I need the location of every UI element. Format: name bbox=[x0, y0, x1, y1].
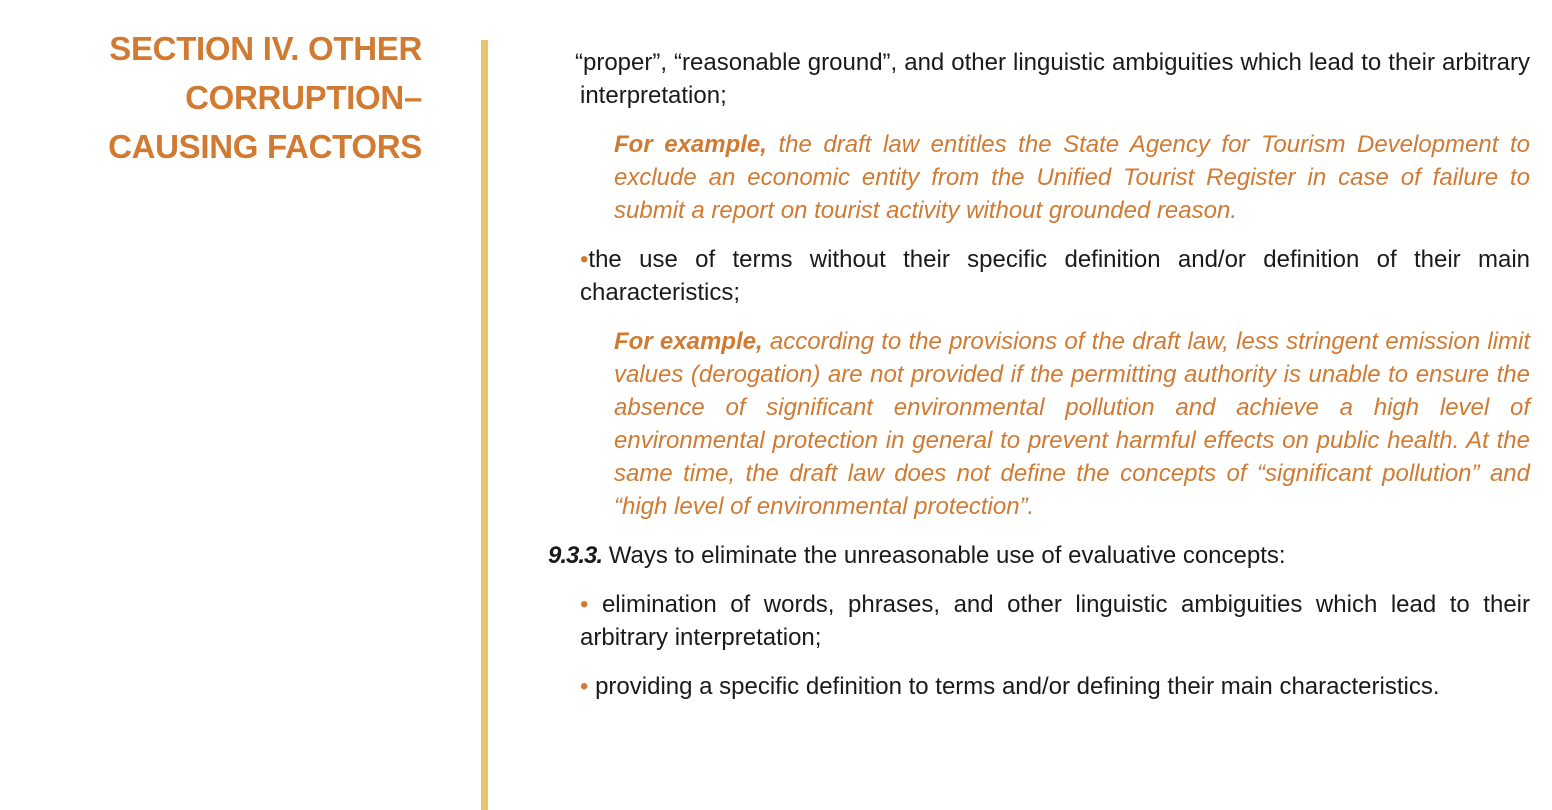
section-title-line-1: SECTION IV. OTHER bbox=[109, 30, 422, 67]
section-number: 9.3.3. bbox=[548, 542, 603, 569]
bullet-item-3 bbox=[548, 670, 1530, 703]
bullet-item-2 bbox=[548, 588, 1530, 654]
example-paragraph-2 bbox=[614, 325, 1530, 523]
bullet-icon: • bbox=[580, 591, 589, 618]
section-title bbox=[60, 24, 422, 171]
example-paragraph-1 bbox=[614, 128, 1530, 227]
bullet-item-1 bbox=[548, 243, 1530, 309]
example-text: the draft law entitles the State Agency for Tourism Development to exclude an economic entity from the Unified Tourist Register in case of failure to submit a report on tourist activity without grounded reason. bbox=[614, 131, 1530, 224]
example-text: according to the provisions of the draft law, less stringent emission limit values (derogation) are not provided if the permitting authority is unable to ensure the absence of significant environmental pollution and achieve a high level of environmental protection in general to prevent harmful effects on public health. At the same time, the draft law does not define the concepts of “significant pollution” and “high level of environmental protection”. bbox=[614, 328, 1530, 520]
section-title-line-3: CAUSING FACTORS bbox=[108, 128, 422, 165]
numbered-heading-text: Ways to eliminate the unreasonable use of evaluative concepts: bbox=[602, 542, 1286, 569]
document-body bbox=[548, 46, 1530, 703]
vertical-divider bbox=[481, 40, 488, 810]
bullet-icon: • bbox=[580, 246, 589, 273]
example-lead: For example, bbox=[614, 131, 767, 158]
bullet-text: the use of terms without their specific definition and/or definition of their main characteristics; bbox=[580, 246, 1530, 306]
bullet-text: providing a specific definition to terms and/or defining their main characteristics. bbox=[588, 673, 1440, 700]
bullet-icon: • bbox=[580, 673, 589, 700]
section-title-line-2: CORRUPTION– bbox=[185, 79, 422, 116]
example-lead: For example, bbox=[614, 328, 763, 355]
bullet-text: elimination of words, phrases, and other linguistic ambiguities which lead to their arbitrary interpretation; bbox=[580, 591, 1530, 651]
continued-paragraph: “proper”, “reasonable ground”, and other linguistic ambiguities which lead to their arbitrary interpretation; bbox=[575, 49, 1530, 109]
numbered-heading bbox=[548, 539, 1530, 572]
